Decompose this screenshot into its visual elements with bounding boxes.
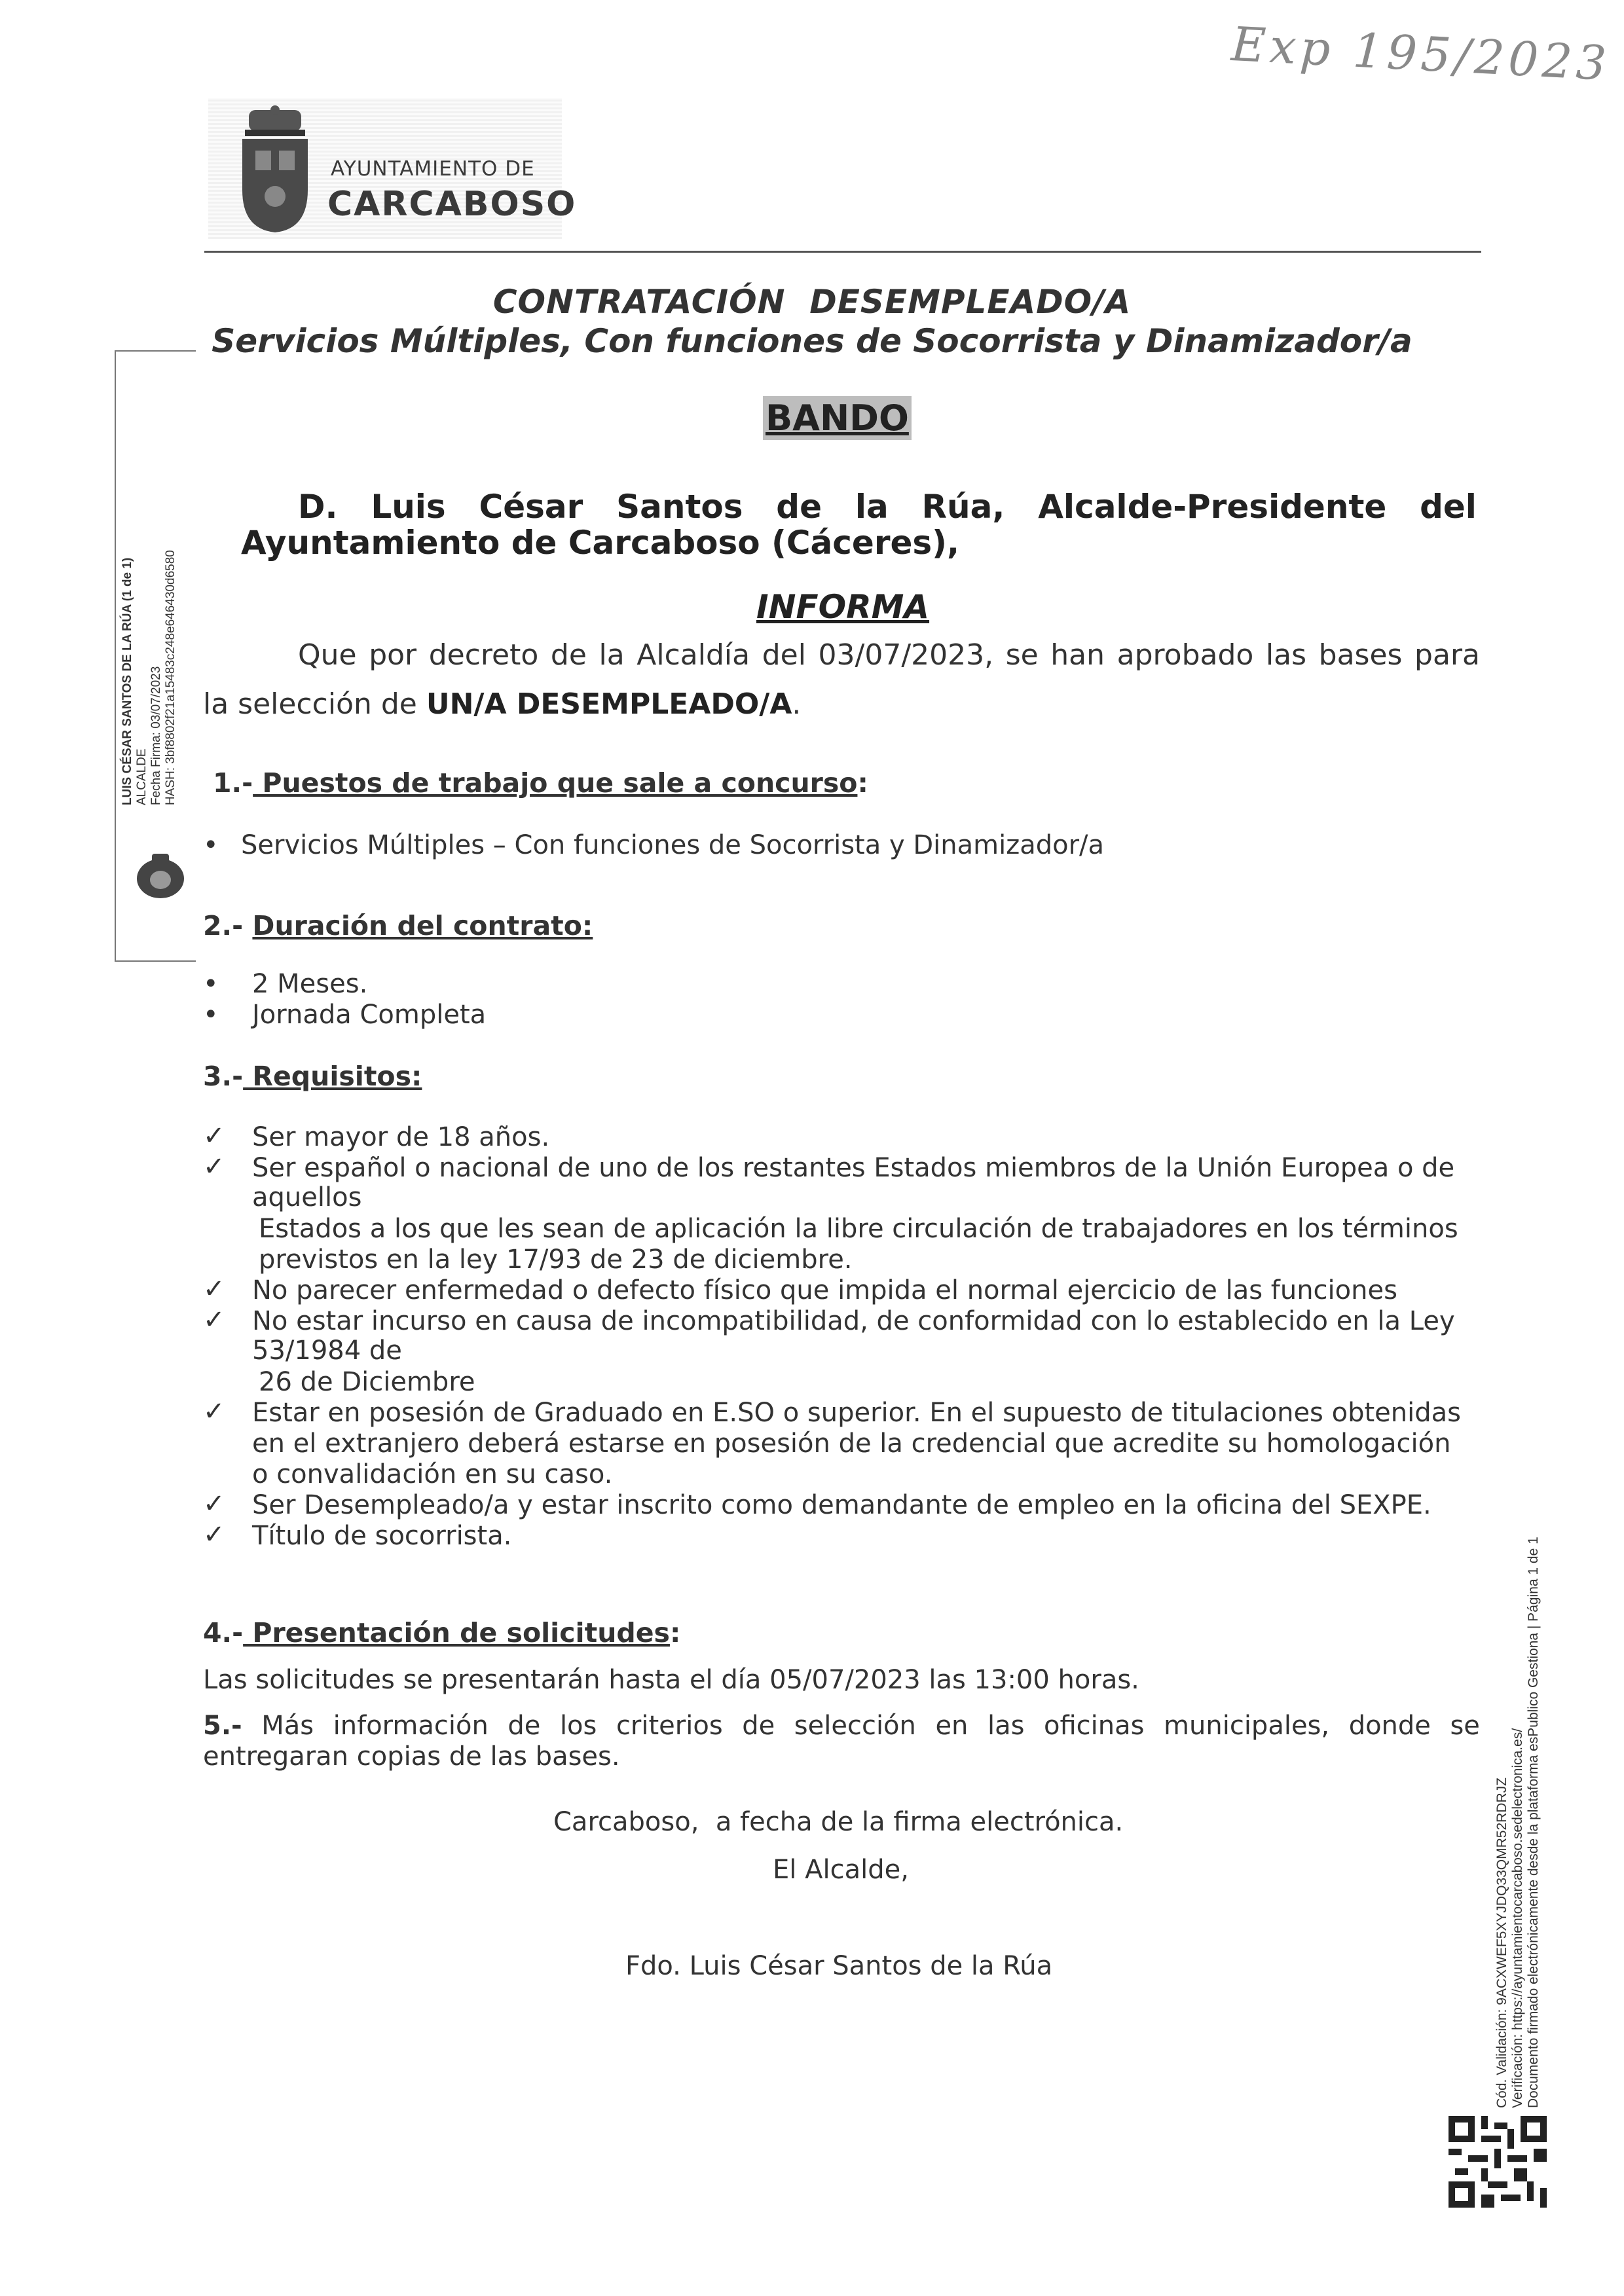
verification-code: Cód. Validación: 9ACXWEF5XYJDQ33QMR52RDRJZ (1494, 1777, 1509, 2108)
intro-word: se (1005, 638, 1039, 672)
intro-word: las (1265, 638, 1307, 672)
requirement-line: en el extranjero deberá estarse en posesión de la credencial que acredite su homologación (252, 1429, 1451, 1459)
section3-title: Requisitos: (243, 1061, 422, 1092)
intro-word: 03/07/2023, (818, 638, 994, 672)
intro-bold: UN/A DESEMPLEADO/A (426, 687, 792, 721)
section5-word: de (507, 1711, 541, 1741)
section5-word: de (742, 1711, 775, 1741)
section1-colon: : (857, 767, 868, 799)
mayor-word: de (776, 488, 822, 526)
checkmark-icon: ✓ (203, 1305, 225, 1335)
mayor-line1 (298, 488, 1477, 526)
section3-number: 3.- (203, 1061, 244, 1092)
requirement-line: Título de socorrista. (252, 1521, 512, 1551)
org-name-line2: CARCABOSO (327, 185, 577, 224)
org-name-line1: AYUNTAMIENTO DE (331, 157, 535, 181)
requirement-line: aquellos (252, 1182, 362, 1212)
section5-word: información (333, 1711, 489, 1741)
signature-role: ALCALDE (135, 748, 149, 805)
mayor-word: Alcalde-Presidente (1038, 488, 1387, 526)
intro-word: por (369, 638, 417, 672)
qr-code-icon (1449, 2116, 1547, 2208)
intro-word: Alcaldía (637, 638, 750, 672)
intro-line2 (203, 687, 801, 721)
requirement-line: 53/1984 de (252, 1336, 402, 1366)
checkmark-icon: ✓ (203, 1152, 225, 1182)
section2-item: 2 Meses. (252, 969, 368, 999)
intro-suffix: . (792, 687, 802, 721)
section1-heading (213, 767, 868, 799)
section5-word: en (935, 1711, 969, 1741)
intro-word: para (1414, 638, 1480, 672)
section1-number: 1.- (213, 767, 253, 799)
section5-word: criterios (616, 1711, 723, 1741)
intro-word: la (599, 638, 625, 672)
mayor-word: César (479, 488, 583, 526)
section1-title: Puestos de trabajo que sale a concurso (253, 767, 858, 799)
mayor-word: Rúa, (921, 488, 1005, 526)
signature-hash: HASH: 3bf8802f21a15483c248e646430d6580 (164, 550, 177, 805)
section2-number: 2.- (203, 910, 244, 941)
checkmark-icon: ✓ (203, 1396, 225, 1427)
section5-word: selección (794, 1711, 916, 1741)
section5-line1 (203, 1711, 1480, 1741)
intro-word: decreto (428, 638, 539, 672)
intro-word: de (550, 638, 587, 672)
requirement-line: Ser mayor de 18 años. (252, 1122, 550, 1152)
informa-heading: INFORMA (756, 588, 930, 626)
bullet-icon: • (203, 969, 219, 999)
requirement-line: No estar incurso en causa de incompatibilidad, de conformidad con lo establecido en la Ley (252, 1306, 1455, 1336)
checkmark-icon: ✓ (203, 1274, 225, 1304)
requirement-line: Estar en posesión de Graduado en E.SO o superior. En el supuesto de titulaciones obtenidas (252, 1398, 1461, 1428)
mayor-word: del (1420, 488, 1477, 526)
bullet-icon: • (203, 1000, 219, 1030)
handwritten-expediente-note: Exp 195/2023 (1230, 16, 1612, 92)
section2-heading (203, 910, 593, 941)
section1-item: Servicios Múltiples – Con funciones de Socorrista y Dinamizador/a (241, 830, 1105, 860)
closing-place-date: Carcaboso, a fecha de la firma electrónica. (553, 1807, 1124, 1837)
verification-platform: Documento firmado electrónicamente desde la plataforma esPublico Gestiona | Página 1 de 1 (1526, 1537, 1541, 2108)
section5-word: oficinas (1044, 1711, 1145, 1741)
intro-word: del (762, 638, 806, 672)
section5-word: las (987, 1711, 1025, 1741)
mayor-line2: Ayuntamiento de Carcaboso (Cáceres), (241, 524, 959, 562)
intro-line1 (298, 638, 1480, 672)
closing-signature: Fdo. Luis César Santos de la Rúa (625, 1951, 1053, 1981)
mayor-word: la (855, 488, 889, 526)
intro-word: han (1050, 638, 1105, 672)
closing-role: El Alcalde, (773, 1855, 909, 1885)
intro-word: bases (1318, 638, 1403, 672)
section4-title: Presentación de solicitudes (243, 1617, 670, 1649)
section4-heading (203, 1617, 680, 1649)
title-contratacion: CONTRATACIÓN DESEMPLEADO/A (492, 283, 1132, 321)
section5-number: 5.- (203, 1711, 242, 1741)
intro-prefix: la selección de (203, 687, 426, 721)
section2-title: Duración del contrato: (252, 910, 593, 941)
requirement-line: previstos en la ley 17/93 de 23 de diciembre. (259, 1245, 853, 1275)
section5-word: donde (1348, 1711, 1431, 1741)
intro-word: Que (298, 638, 357, 672)
section4-text: Las solicitudes se presentarán hasta el día 05/07/2023 las 13:00 horas. (203, 1665, 1139, 1695)
verification-text (1494, 1427, 1541, 2108)
section5-word: municipales, (1164, 1711, 1330, 1741)
checkmark-icon: ✓ (203, 1489, 225, 1519)
mayor-word: D. (298, 488, 338, 526)
title-servicios: Servicios Múltiples, Con funciones de Socorrista y Dinamizador/a (212, 322, 1412, 360)
section5-word: los (559, 1711, 597, 1741)
checkmark-icon: ✓ (203, 1121, 225, 1151)
mayor-word: Santos (616, 488, 743, 526)
section4-number: 4.- (203, 1617, 244, 1649)
header-divider (204, 251, 1481, 253)
bullet-icon: • (203, 830, 219, 860)
signature-signer: LUIS CÉSAR SANTOS DE LA RÚA (1 de 1) (120, 557, 134, 805)
signature-seal-icon (131, 851, 190, 903)
requirement-line: 26 de Diciembre (259, 1367, 475, 1397)
verification-url: Verificación: https://ayuntamientocarcaboso.sedelectronica.es/ (1510, 1728, 1525, 2108)
signature-date: Fecha Firma: 03/07/2023 (149, 666, 163, 805)
bando-heading: BANDO (763, 396, 912, 440)
section5-word: Más (261, 1711, 314, 1741)
requirement-line: Ser español o nacional de uno de los restantes Estados miembros de la Unión Europea o de (252, 1153, 1455, 1183)
requirement-line: Ser Desempleado/a y estar inscrito como demandante de empleo en la oficina del SEXPE. (252, 1490, 1431, 1520)
checkmark-icon: ✓ (203, 1520, 225, 1550)
requirement-line: o convalidación en su caso. (252, 1459, 613, 1489)
municipal-crest-icon (236, 105, 314, 236)
requirement-line: Estados a los que les sean de aplicación la libre circulación de trabajadores en los términos (259, 1214, 1458, 1244)
section2-item: Jornada Completa (252, 1000, 487, 1030)
section5-word: se (1450, 1711, 1480, 1741)
mayor-word: Luis (371, 488, 446, 526)
section4-colon: : (669, 1617, 681, 1649)
requirement-line: No parecer enfermedad o defecto físico que impida el normal ejercicio de las funciones (252, 1275, 1397, 1305)
intro-word: aprobado (1116, 638, 1254, 672)
section5-line2: entregaran copias de las bases. (203, 1741, 620, 1772)
section3-heading (203, 1061, 422, 1092)
